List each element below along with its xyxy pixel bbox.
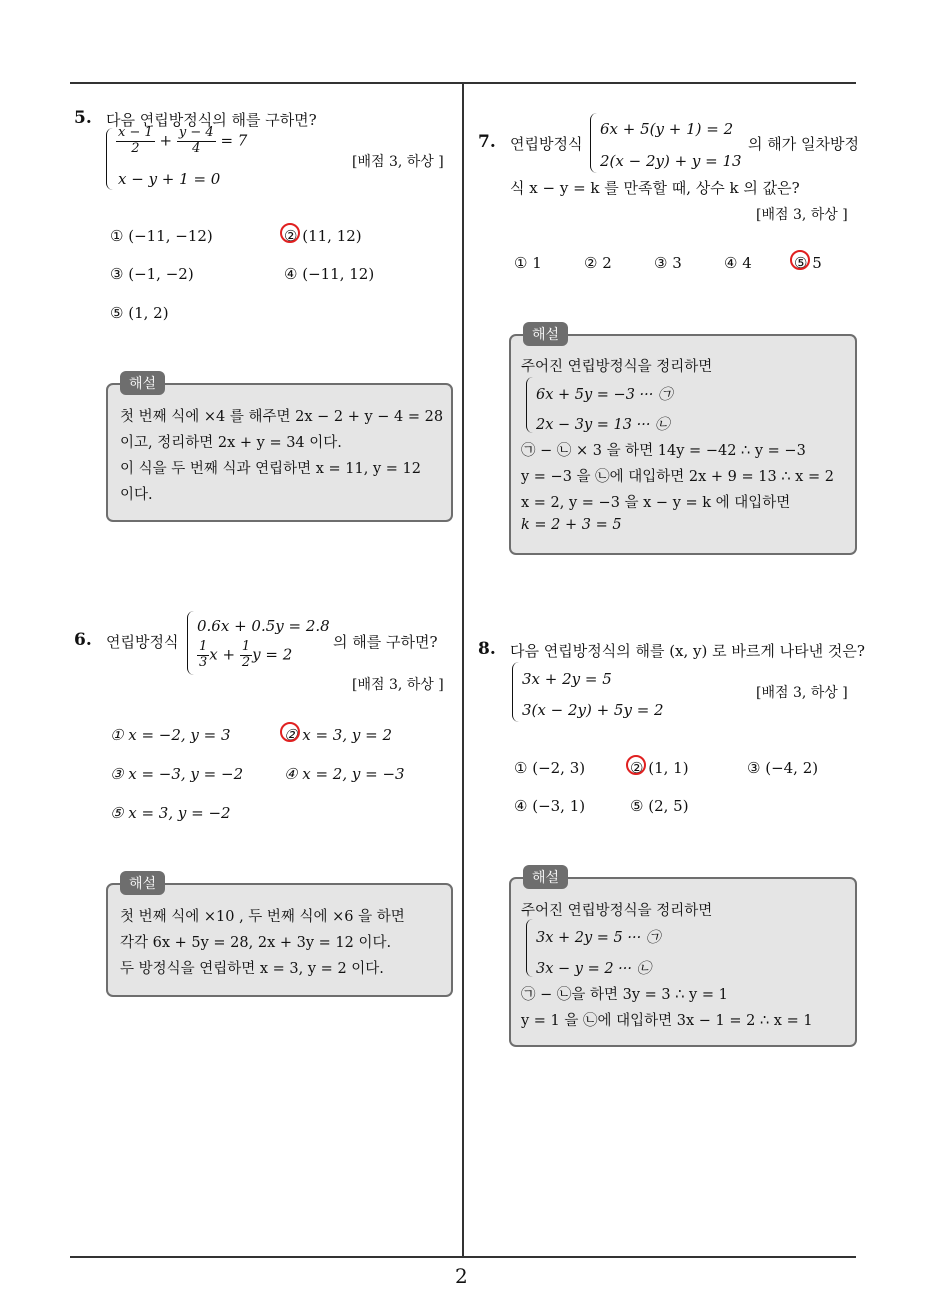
- question-text: 다음 연립방정식의 해를 구하면?: [106, 111, 317, 129]
- answer-mark-circle: [790, 250, 810, 270]
- choice-1[interactable]: ① x = −2, y = 3: [110, 726, 231, 744]
- solution-line: 이 식을 두 번째 식과 연립하면 x = 11, y = 12: [120, 461, 421, 477]
- question-line-2: 식 x − y = k 를 만족할 때, 상수 k 의 값은?: [510, 179, 800, 197]
- choice-3[interactable]: ③ (−4, 2): [747, 759, 819, 777]
- equation-1: 6x + 5(y + 1) = 2: [600, 120, 734, 138]
- choice-2[interactable]: ② x = 3, y = 2: [284, 726, 392, 744]
- answer-mark-circle: [280, 722, 300, 742]
- question-number: 7.: [478, 132, 496, 152]
- solution-tag: 해설: [120, 371, 165, 395]
- solution-line: 각각 6x + 5y = 28, 2x + 3y = 12 이다.: [120, 935, 392, 951]
- solution-line: y = −3 을 ㉡에 대입하면 2x + 9 = 13 ∴ x = 2: [521, 469, 834, 485]
- equation-1: 0.6x + 0.5y = 2.8: [197, 617, 330, 635]
- solution-line: 3x + 2y = 5 ··· ㉠: [536, 930, 661, 946]
- question-prefix: 연립방정식: [510, 135, 583, 153]
- choice-5[interactable]: ⑤ (1, 2): [110, 304, 169, 322]
- answer-mark-circle: [280, 223, 300, 243]
- choice-4[interactable]: ④ (−11, 12): [284, 265, 375, 283]
- solution-tag: 해설: [120, 871, 165, 895]
- solution-line: y = 1 을 ㉡에 대입하면 3x − 1 = 2 ∴ x = 1: [521, 1013, 813, 1029]
- solution-line: ㉠ − ㉡ × 3 을 하면 14y = −42 ∴ y = −3: [521, 443, 806, 459]
- choice-2[interactable]: ② (11, 12): [284, 227, 362, 245]
- equation-1: 3x + 2y = 5: [522, 670, 612, 688]
- solution-box: [106, 383, 453, 522]
- solution-line: x = 2, y = −3 을 x − y = k 에 대입하면: [521, 495, 791, 511]
- question-prefix: 연립방정식: [106, 633, 179, 651]
- choice-1[interactable]: ① 1: [514, 254, 542, 272]
- question-suffix: 의 해를 구하면?: [333, 633, 438, 651]
- equation-brace: [590, 113, 597, 173]
- solution-line: 첫 번째 식에 ×10 , 두 번째 식에 ×6 을 하면: [120, 909, 405, 925]
- bottom-rule: [70, 1256, 856, 1258]
- solution-line: 2x − 3y = 13 ··· ㉡: [536, 417, 670, 433]
- question-number: 6.: [74, 630, 92, 650]
- score-label: [배점 3, 하상 ]: [352, 154, 444, 170]
- score-label: [배점 3, 하상 ]: [756, 685, 848, 701]
- question-text: 다음 연립방정식의 해를 (x, y) 로 바르게 나타낸 것은?: [510, 642, 865, 660]
- choice-4[interactable]: ④ x = 2, y = −3: [284, 765, 405, 783]
- solution-tag: 해설: [523, 322, 568, 346]
- solution-line: 3x − y = 2 ··· ㉡: [536, 961, 652, 977]
- score-label: [배점 3, 하상 ]: [756, 207, 848, 223]
- page-number: 2: [455, 1264, 468, 1288]
- equation-2: $\frac{1}{3}$ x + $\frac{1}{2}$ y = 2: [199, 639, 293, 670]
- solution-line: 6x + 5y = −3 ··· ㉠: [536, 387, 673, 403]
- choice-1[interactable]: ① (−2, 3): [514, 759, 586, 777]
- choice-5[interactable]: ⑤ 5: [794, 254, 822, 272]
- solution-tag: 해설: [523, 865, 568, 889]
- solution-line: 첫 번째 식에 ×4 를 해주면 2x − 2 + y − 4 = 28: [120, 409, 444, 425]
- solution-brace: [526, 377, 533, 433]
- equation-brace: [187, 611, 194, 675]
- column-divider: [462, 82, 464, 1258]
- solution-line: 주어진 연립방정식을 정리하면: [521, 359, 713, 375]
- solution-line: 이다.: [120, 487, 153, 503]
- solution-line: 주어진 연립방정식을 정리하면: [521, 903, 713, 919]
- question-number: 8.: [478, 639, 496, 659]
- equation-brace: [106, 128, 113, 190]
- solution-line: k = 2 + 3 = 5: [521, 517, 622, 533]
- choice-5[interactable]: ⑤ (2, 5): [630, 797, 689, 815]
- solution-line: 두 방정식을 연립하면 x = 3, y = 2 이다.: [120, 961, 384, 977]
- choice-4[interactable]: ④ (−3, 1): [514, 797, 586, 815]
- equation-2: 3(x − 2y) + 5y = 2: [522, 701, 664, 719]
- question-suffix: 의 해가 일차방정: [748, 135, 859, 153]
- choice-3[interactable]: ③ 3: [654, 254, 682, 272]
- solution-line: ㉠ − ㉡을 하면 3y = 3 ∴ y = 1: [521, 987, 728, 1003]
- choice-3[interactable]: ③ x = −3, y = −2: [110, 765, 244, 783]
- choice-4[interactable]: ④ 4: [724, 254, 752, 272]
- solution-line: 이고, 정리하면 2x + y = 34 이다.: [120, 435, 342, 451]
- question-number: 5.: [74, 108, 92, 128]
- choice-1[interactable]: ① (−11, −12): [110, 227, 213, 245]
- solution-brace: [526, 919, 533, 977]
- equation-1: $\frac{x - 1}{2}$ + $\frac{y - 4}{4}$ = 7: [118, 125, 248, 156]
- equation-2: x − y + 1 = 0: [118, 170, 221, 188]
- choice-5[interactable]: ⑤ x = 3, y = −2: [110, 804, 231, 822]
- score-label: [배점 3, 하상 ]: [352, 677, 444, 693]
- equation-2: 2(x − 2y) + y = 13: [600, 152, 742, 170]
- choice-2[interactable]: ② (1, 1): [630, 759, 689, 777]
- choice-3[interactable]: ③ (−1, −2): [110, 265, 194, 283]
- equation-brace: [512, 662, 519, 722]
- answer-mark-circle: [626, 755, 646, 775]
- choice-2[interactable]: ② 2: [584, 254, 612, 272]
